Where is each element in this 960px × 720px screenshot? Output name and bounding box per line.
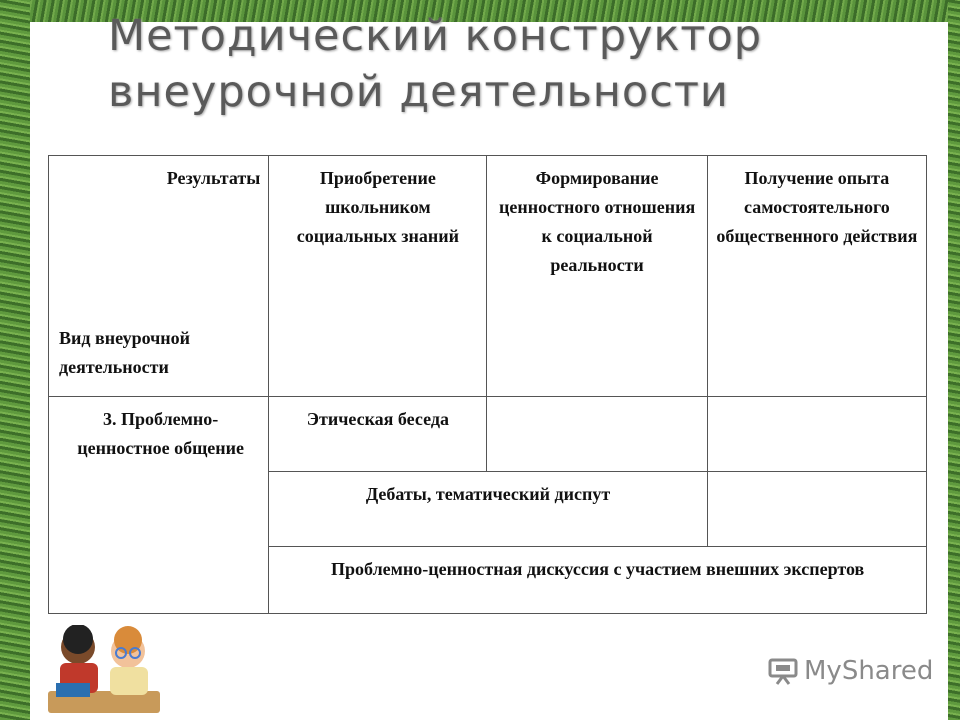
cell-ethical-talk: Этическая беседа	[269, 397, 487, 472]
slide-title	[108, 8, 908, 120]
results-label: Результаты	[166, 168, 261, 188]
header-social-knowledge: Приобретение школьником социальных знаний	[269, 156, 487, 397]
grass-border-left	[0, 0, 30, 720]
cell-discussion: Проблемно-ценностная дискуссия с участием внешних экспертов	[269, 547, 927, 614]
cell-empty	[487, 397, 707, 472]
brand-text: MyShared	[804, 656, 934, 686]
corner-cell	[49, 156, 269, 397]
table-header-row	[49, 156, 927, 397]
header-action-experience: Получение опыта самостоятельного общественного действия	[707, 156, 926, 397]
cell-debates: Дебаты, тематический диспут	[269, 472, 707, 547]
title-line-2: внеурочной деятельности	[108, 67, 729, 117]
table-row	[49, 397, 927, 472]
girl-shirt	[110, 667, 148, 695]
cell-empty	[707, 397, 926, 472]
book-shape	[56, 683, 90, 697]
boy-hair	[63, 625, 93, 654]
title-line-1: Методический конструктор	[108, 11, 763, 61]
myshared-logo	[768, 656, 933, 686]
grass-border-right	[948, 0, 960, 720]
presentation-icon	[768, 657, 798, 685]
header-value-attitude: Формирование ценностного отношения к социальной реальности	[487, 156, 707, 397]
activity-type-label: Вид внеурочной деятельности	[59, 328, 191, 377]
constructor-table	[48, 155, 927, 614]
cell-empty	[707, 472, 926, 547]
children-illustration	[48, 625, 166, 715]
row-label-problem-value: 3. Проблемно-ценностное общение	[49, 397, 269, 614]
